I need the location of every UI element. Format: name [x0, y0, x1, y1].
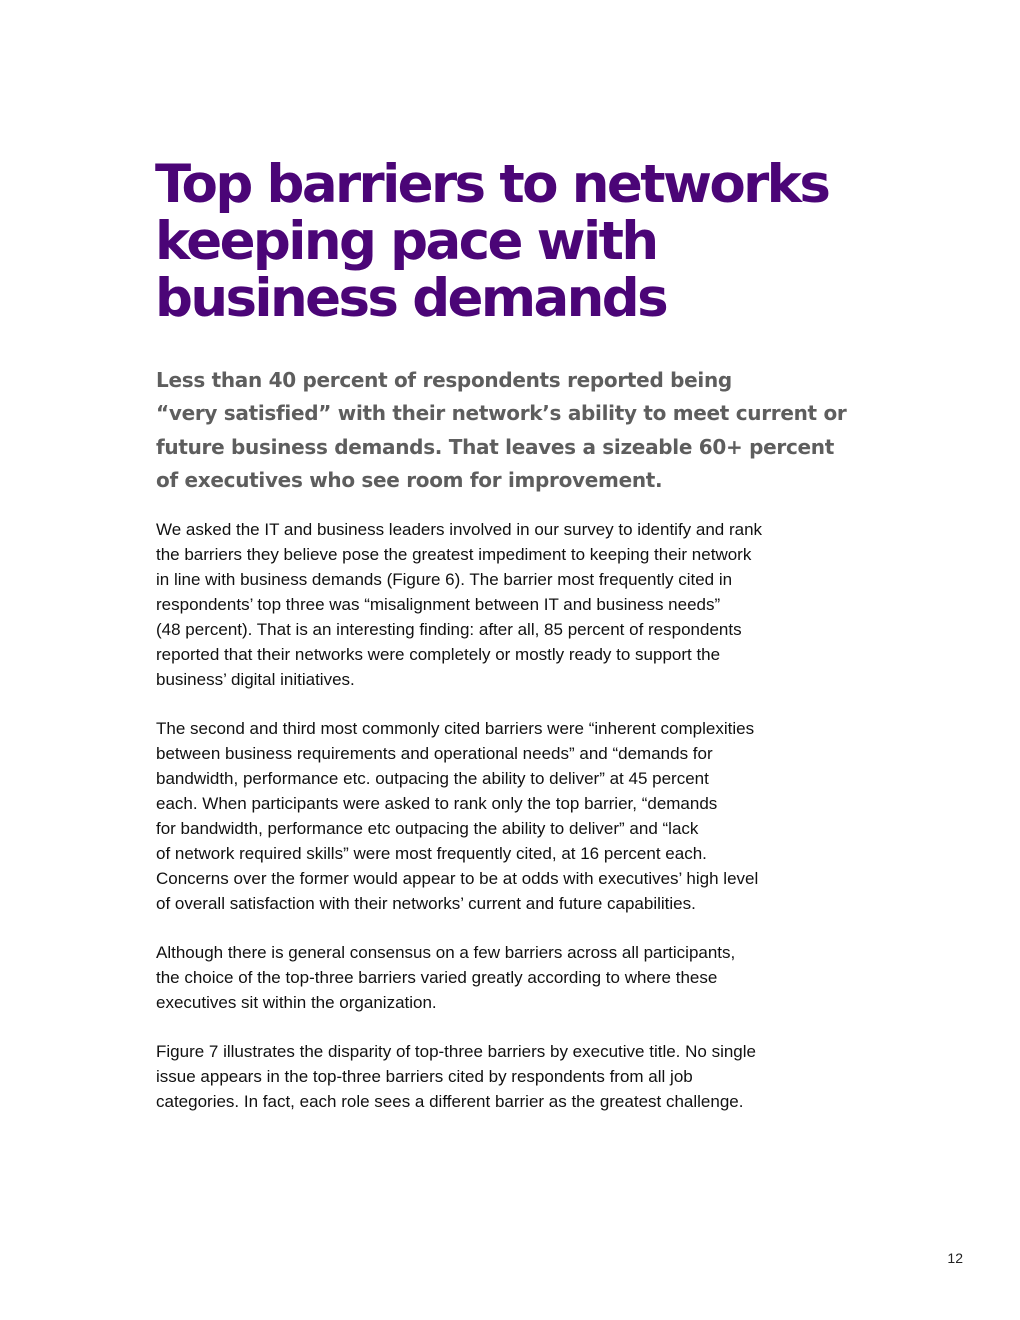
body-paragraph	[156, 716, 876, 916]
lead-line: of executives who see room for improvement.	[156, 467, 663, 492]
lead-paragraph	[156, 364, 876, 497]
body-paragraph	[156, 517, 876, 692]
body-line: categories. In fact, each role sees a different barrier as the greatest challenge.	[156, 1092, 744, 1111]
body-line: in line with business demands (Figure 6). The barrier most frequently cited in	[156, 570, 733, 589]
body-line: bandwidth, performance etc. outpacing the ability to deliver” at 45 percent	[156, 769, 709, 788]
lead-line: “very satisfied” with their network’s ability to meet current or	[156, 401, 847, 426]
body-line: Figure 7 illustrates the disparity of top-three barriers by executive title. No single	[156, 1042, 756, 1061]
page-number: 12	[947, 1250, 963, 1266]
body-line: issue appears in the top-three barriers cited by respondents from all job	[156, 1067, 693, 1086]
body-line: respondents’ top three was “misalignment between IT and business needs”	[156, 595, 721, 614]
body-line: reported that their networks were completely or mostly ready to support the	[156, 645, 721, 664]
body-line: of overall satisfaction with their networks’ current and future capabilities.	[156, 894, 696, 913]
body-line: We asked the IT and business leaders involved in our survey to identify and rank	[156, 520, 763, 539]
body-text	[156, 517, 876, 1138]
body-line: of network required skills” were most frequently cited, at 16 percent each.	[156, 844, 707, 863]
page-title	[155, 156, 875, 327]
body-paragraph	[156, 940, 876, 1015]
lead-line: future business demands. That leaves a sizeable 60+ percent	[156, 434, 834, 459]
body-line: the barriers they believe pose the greatest impediment to keeping their network	[156, 545, 752, 564]
body-line: executives sit within the organization.	[156, 993, 437, 1012]
body-line: each. When participants were asked to rank only the top barrier, “demands	[156, 794, 718, 813]
body-line: Concerns over the former would appear to be at odds with executives’ high level	[156, 869, 759, 888]
body-line: business’ digital initiatives.	[156, 670, 355, 689]
lead-line: Less than 40 percent of respondents reported being	[156, 368, 732, 392]
title-line: keeping pace with	[155, 211, 657, 272]
title-line: business demands	[155, 268, 667, 329]
body-line: the choice of the top-three barriers varied greatly according to where these	[156, 968, 718, 987]
body-line: Although there is general consensus on a few barriers across all participants,	[156, 943, 736, 962]
body-paragraph	[156, 1039, 876, 1114]
body-line: (48 percent). That is an interesting finding: after all, 85 percent of respondents	[156, 620, 742, 639]
body-line: between business requirements and operational needs” and “demands for	[156, 744, 713, 763]
title-line: Top barriers to networks	[155, 154, 829, 215]
body-line: The second and third most commonly cited barriers were “inherent complexities	[156, 719, 755, 738]
body-line: for bandwidth, performance etc outpacing the ability to deliver” and “lack	[156, 819, 699, 838]
